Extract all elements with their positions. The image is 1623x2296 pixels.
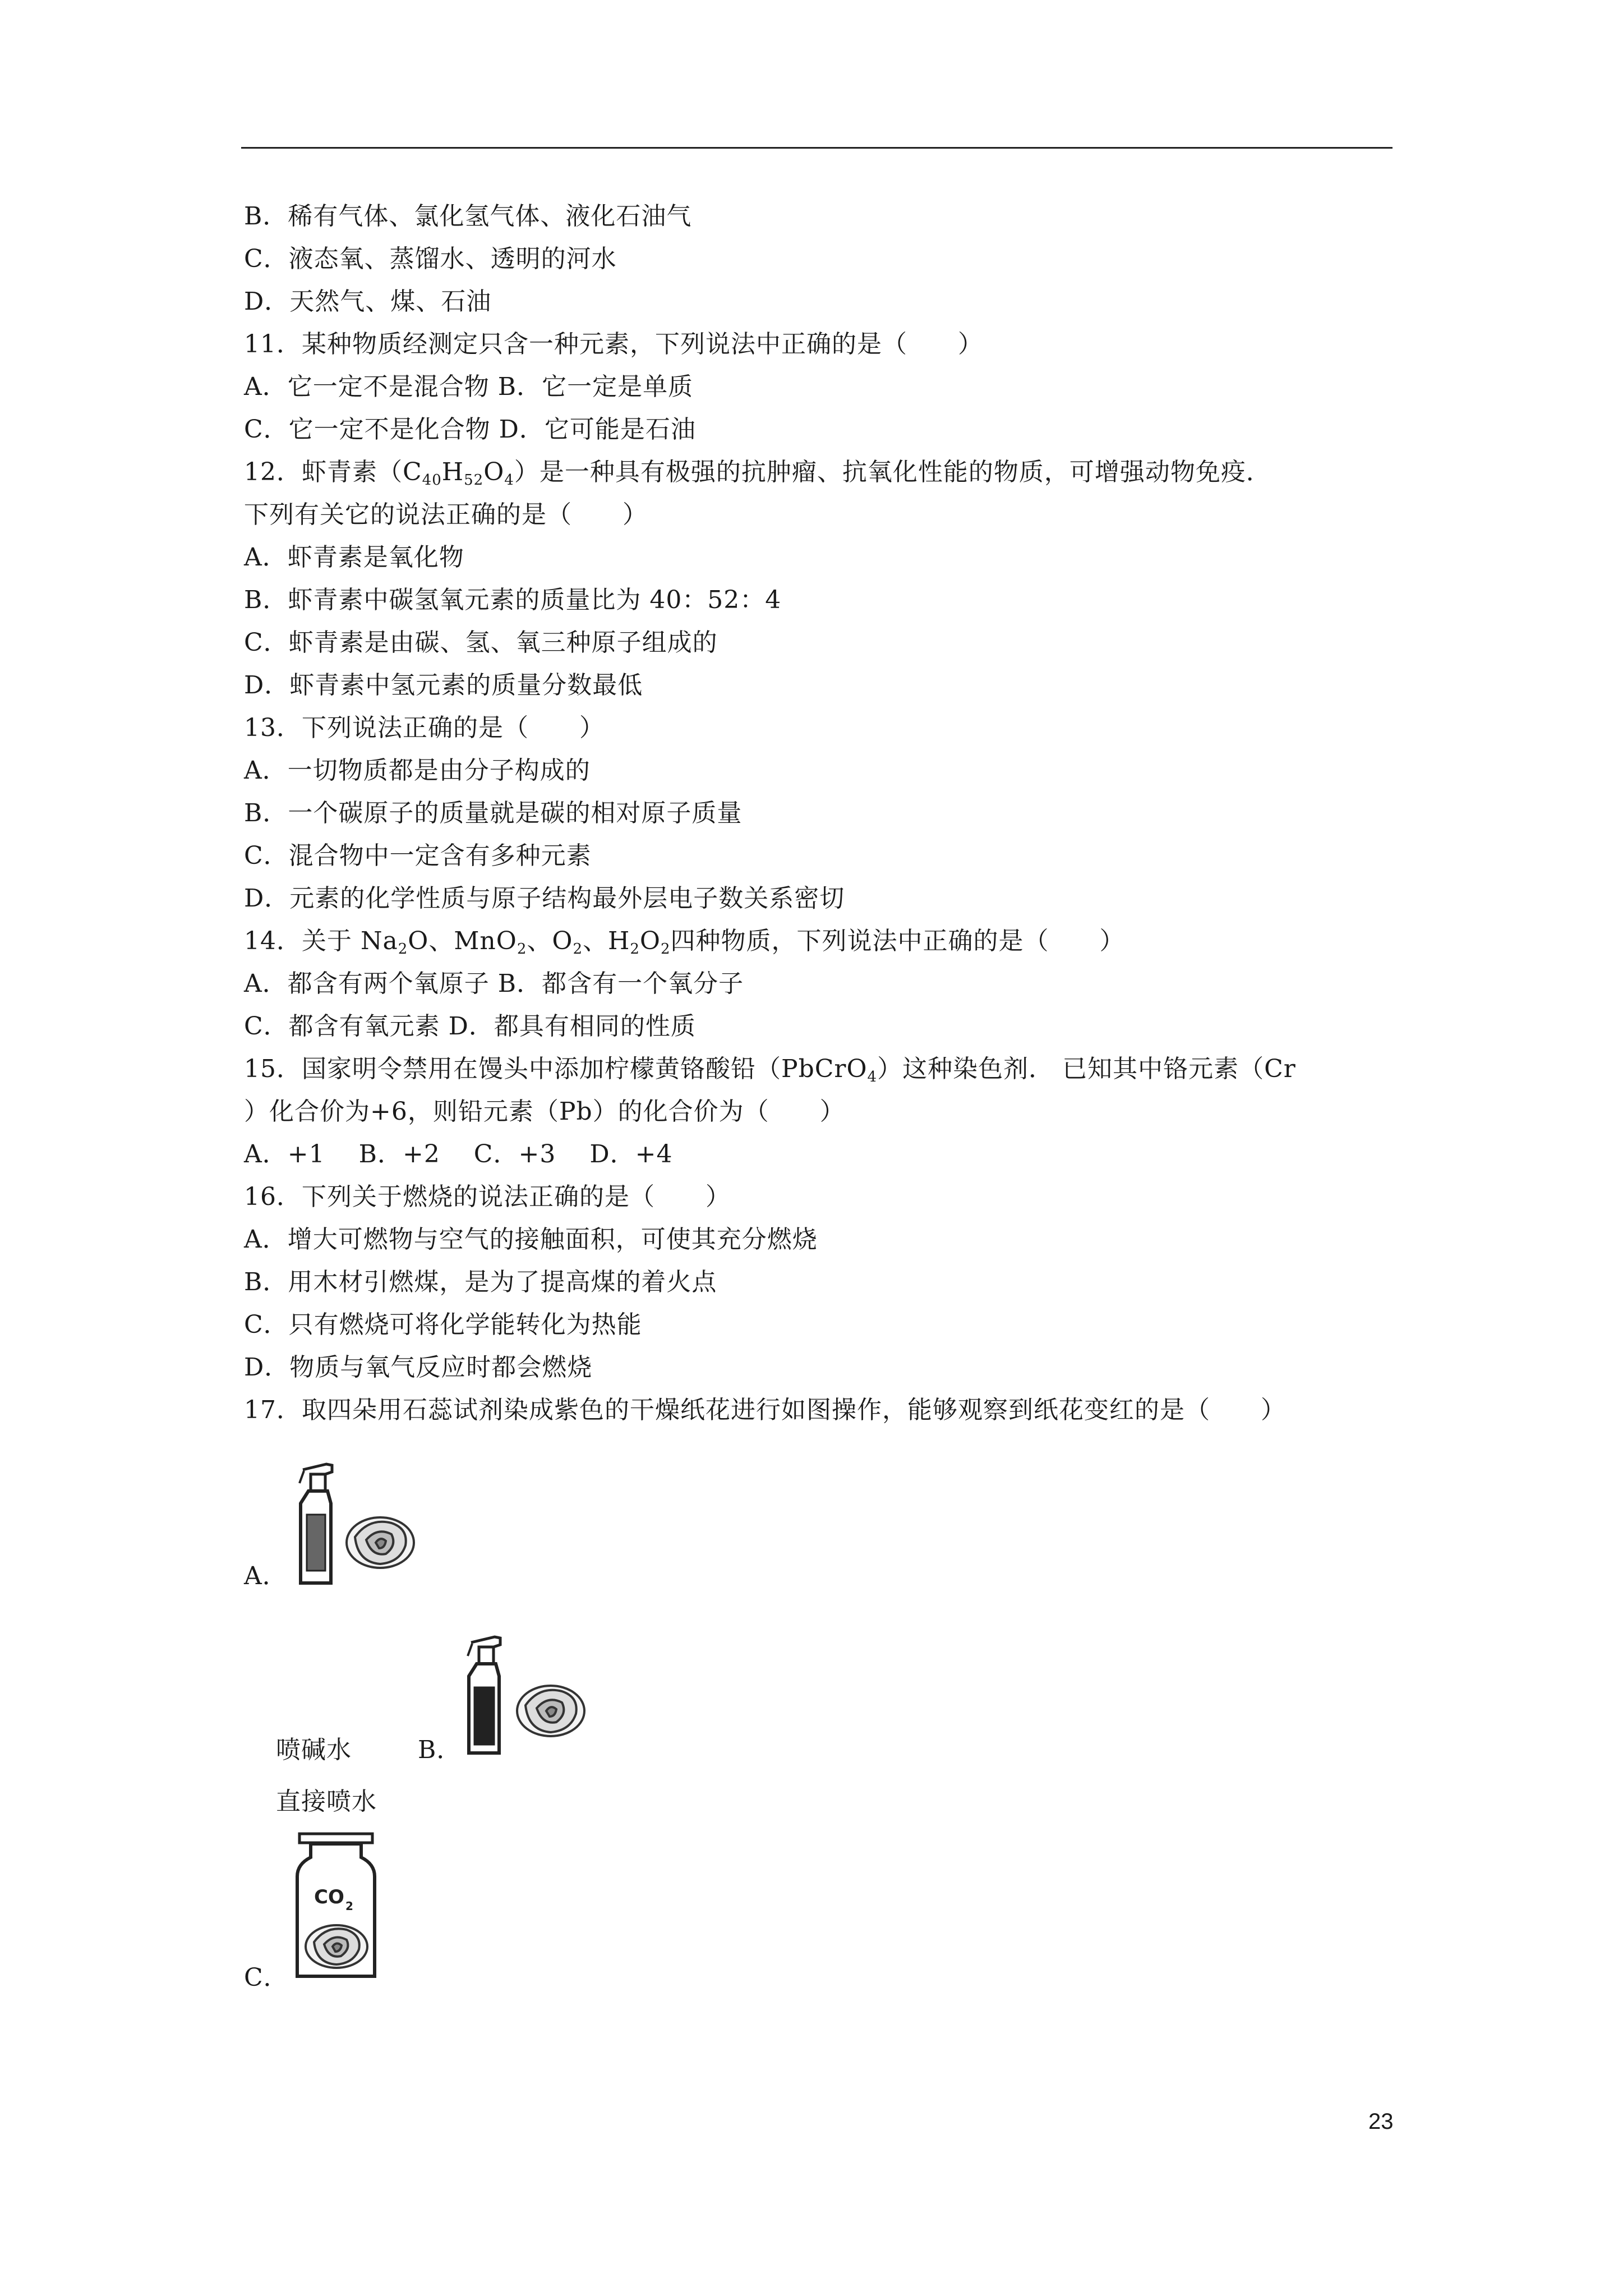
q17-option-a-label: A．: [244, 1562, 288, 1590]
co2-jar-flower-icon: [292, 1832, 381, 1983]
q12-option-d: D．虾青素中氢元素的质量分数最低: [244, 671, 643, 700]
q12-option-b: B．虾青素中碳氢氧元素的质量比为 40：52：4: [244, 586, 782, 614]
spray-bottle-flower-b-icon: [461, 1632, 596, 1759]
q15-options: A．+1 B．+2 C．+3 D．+4: [244, 1140, 673, 1168]
q16-option-c: C．只有燃烧可将化学能转化为热能: [244, 1310, 642, 1339]
q17-option-b-caption: 直接喷水: [276, 1787, 377, 1816]
q16-option-a: A．增大可燃物与空气的接触面积，可使其充分燃烧: [244, 1225, 818, 1254]
q11-stem: 11．某种物质经测定只含一种元素，下列说法中正确的是（ ）: [244, 330, 983, 358]
header-rule: [241, 147, 1393, 149]
q15-stem-line1: 15．国家明令禁用在馒头中添加柠檬黄铬酸铅（PbCrO$_4$）这种染色剂． 已知其中铬元素（Cr: [244, 1055, 1296, 1085]
q16-option-b: B．用木材引燃煤，是为了提高煤的着火点: [244, 1268, 717, 1296]
co2-subscript: 2: [345, 1899, 353, 1913]
q13-stem: 13．下列说法正确的是（ ）: [244, 714, 605, 742]
q10-option-d: D．天然气、煤、石油: [244, 287, 492, 316]
q12-option-c: C．虾青素是由碳、氢、氧三种原子组成的: [244, 628, 718, 657]
q14-options-ab: A．都含有两个氧原子 B．都含有一个氧分子: [244, 969, 744, 998]
q13-option-d: D．元素的化学性质与原子结构最外层电子数关系密切: [244, 884, 845, 913]
q17-stem: 17．取四朵用石蕊试剂染成紫色的干燥纸花进行如图操作，能够观察到纸花变红的是（ ）: [244, 1396, 1286, 1424]
q10-option-b: B．稀有气体、氯化氢气体、液化石油气: [244, 202, 692, 231]
q10-option-c: C．液态氧、蒸馏水、透明的河水: [244, 245, 617, 273]
q17-option-c-label: C．: [244, 1963, 289, 1992]
q16-stem: 16．下列关于燃烧的说法正确的是（ ）: [244, 1182, 731, 1211]
q12-stem-line1: 12．虾青素$(C_{40}H_{52}O_4)$是一种具有极强的抗肿瘤、抗氧化性能的物质，可增强动物免疫．: [244, 458, 1271, 489]
q12-stem-line2: 下列有关它的说法正确的是（ ）: [244, 500, 648, 529]
q11-options-cd: C．它一定不是化合物 D．它可能是石油: [244, 415, 696, 444]
co2-label: CO: [314, 1886, 344, 1908]
q13-option-a: A．一切物质都是由分子构成的: [244, 756, 591, 785]
q17-option-a-caption: 喷碱水: [276, 1736, 352, 1764]
q17-option-b-label: B．: [418, 1736, 462, 1764]
q13-option-b: B．一个碳原子的质量就是碳的相对原子质量: [244, 799, 743, 827]
q15-stem-line2: ）化合价为+6，则铅元素（Pb）的化合价为（ ）: [244, 1097, 845, 1126]
q16-option-d: D．物质与氧气反应时都会燃烧: [244, 1353, 593, 1382]
page-number: 23: [1368, 2109, 1394, 2134]
q14-stem: 14．关于 $Na_2O$、MnO$_2$、$O_2$、$H_2O_2$四种物质，下列说法中正确的是（ ）: [244, 927, 1125, 958]
spray-bottle-flower-a-icon: [292, 1458, 426, 1590]
q11-options-ab: A．它一定不是混合物 B．它一定是单质: [244, 372, 694, 401]
q12-option-a: A．虾青素是氧化物: [244, 543, 464, 572]
q13-option-c: C．混合物中一定含有多种元素: [244, 841, 592, 870]
q14-options-cd: C．都含有氧元素 D．都具有相同的性质: [244, 1012, 696, 1041]
